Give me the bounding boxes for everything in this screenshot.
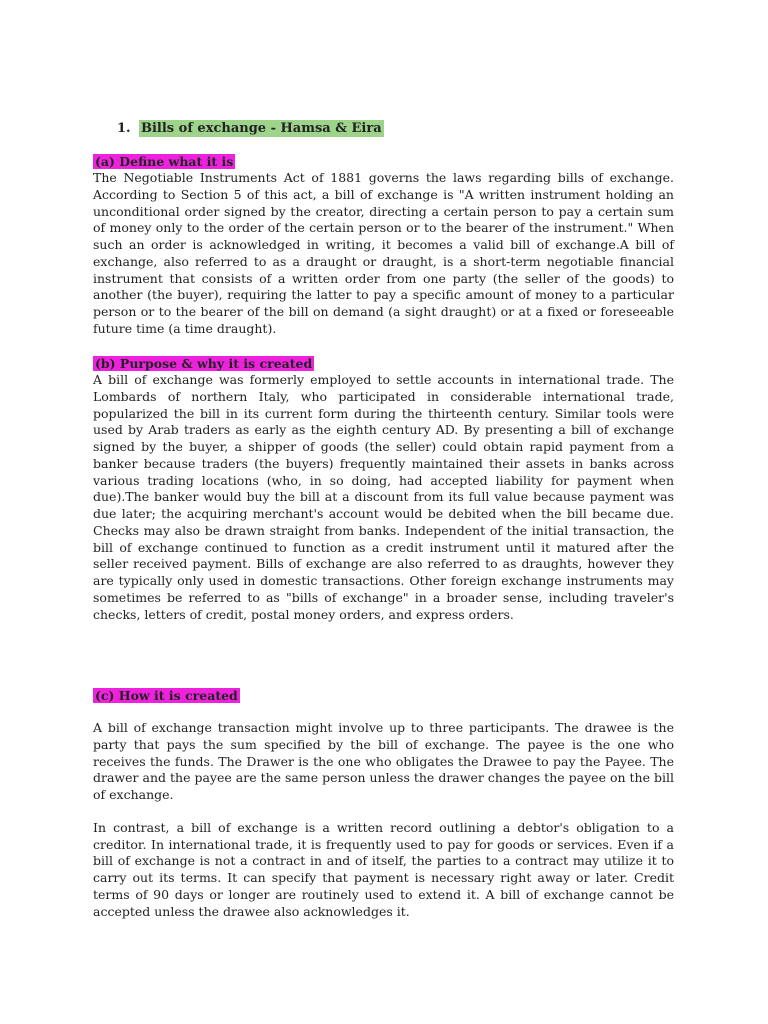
section-define bbox=[93, 154, 674, 338]
title-text: Bills of exchange - Hamsa & Eira bbox=[141, 121, 382, 136]
section-define-paragraph: The Negotiable Instruments Act of 1881 governs the laws regarding bills of exchange. According to Section 5 of this act, a bill of exchange is "A written instrument holding an unconditional order signed by the creator, directing a certain person to pay a certain sum of money only to the order of the certain person or to the bearer of the instrument." When such an order is acknowledged in writing, it becomes a valid bill of exchange.A bill of exchange, also referred to as a draught or draught, is a short-term negotiable financial instrument that consists of a written order from one party (the seller of the goods) to another (the buyer), requiring the latter to pay a specific amount of money to a particular person or to the bearer of the bill on demand (a sight draught) or at a fixed or foreseeable future time (a time draught). bbox=[93, 170, 674, 336]
section-heading-define-text: (a) Define what it is bbox=[95, 154, 234, 169]
section-heading-purpose bbox=[93, 356, 674, 372]
section-how-created bbox=[93, 688, 674, 920]
section-how-created-paragraph-2: In contrast, a bill of exchange is a written record outlining a debtor's obligation to a creditor. In international trade, it is frequently used to pay for goods or services. Even if a bill of exchange is not a contract in and of itself, the parties to a contract may utilize it to carry out its terms. It can specify that payment is necessary right away or later. Credit terms of 90 days or longer are routinely used to extend it. A bill of exchange cannot be accepted unless the drawee also acknowledges it. bbox=[93, 819, 674, 919]
section-how-created-paragraph-1: A bill of exchange transaction might involve up to three participants. The drawee is the party that pays the sum specified by the bill of exchange. The payee is the one who receives the funds. The Drawer is the one who obligates the Drawee to pay the Payee. The drawer and the payee are the same person unless the drawer changes the payee on the bill of exchange. bbox=[93, 720, 674, 802]
title-number: 1. bbox=[117, 121, 131, 136]
document-title bbox=[117, 120, 384, 137]
section-purpose-paragraph: A bill of exchange was formerly employed to settle accounts in international trade. The Lombards of northern Italy, who participated in considerable international trade, popularized the bill in its current form during the thirteenth century. Similar tools were used by Arab traders as early as the eighth century AD. By presenting a bill of exchange signed by the buyer, a shipper of goods (the seller) could obtain rapid payment from a banker because traders (the buyers) frequently maintained their assets in banks across various trading locations (who, in so doing, had accepted liability for payment when due).The banker would buy the bill at a discount from its full value because payment was due later; the acquiring merchant's account would be debited when the bill became due. Checks may also be drawn straight from banks. Independent of the initial transaction, the bill of exchange continued to function as a credit instrument until it matured after the seller received payment. Bills of exchange are also referred to as draughts, however they are typically only used in domestic transactions. Other foreign exchange instruments may sometimes be referred to as "bills of exchange" in a broader sense, including traveler's checks, letters of credit, postal money orders, and express orders. bbox=[93, 372, 674, 622]
section-heading-how-created bbox=[93, 688, 674, 704]
section-heading-define bbox=[93, 154, 674, 170]
section-heading-how-created-text: (c) How it is created bbox=[95, 688, 238, 703]
section-purpose bbox=[93, 356, 674, 623]
section-heading-purpose-text: (b) Purpose & why it is created bbox=[95, 356, 313, 371]
